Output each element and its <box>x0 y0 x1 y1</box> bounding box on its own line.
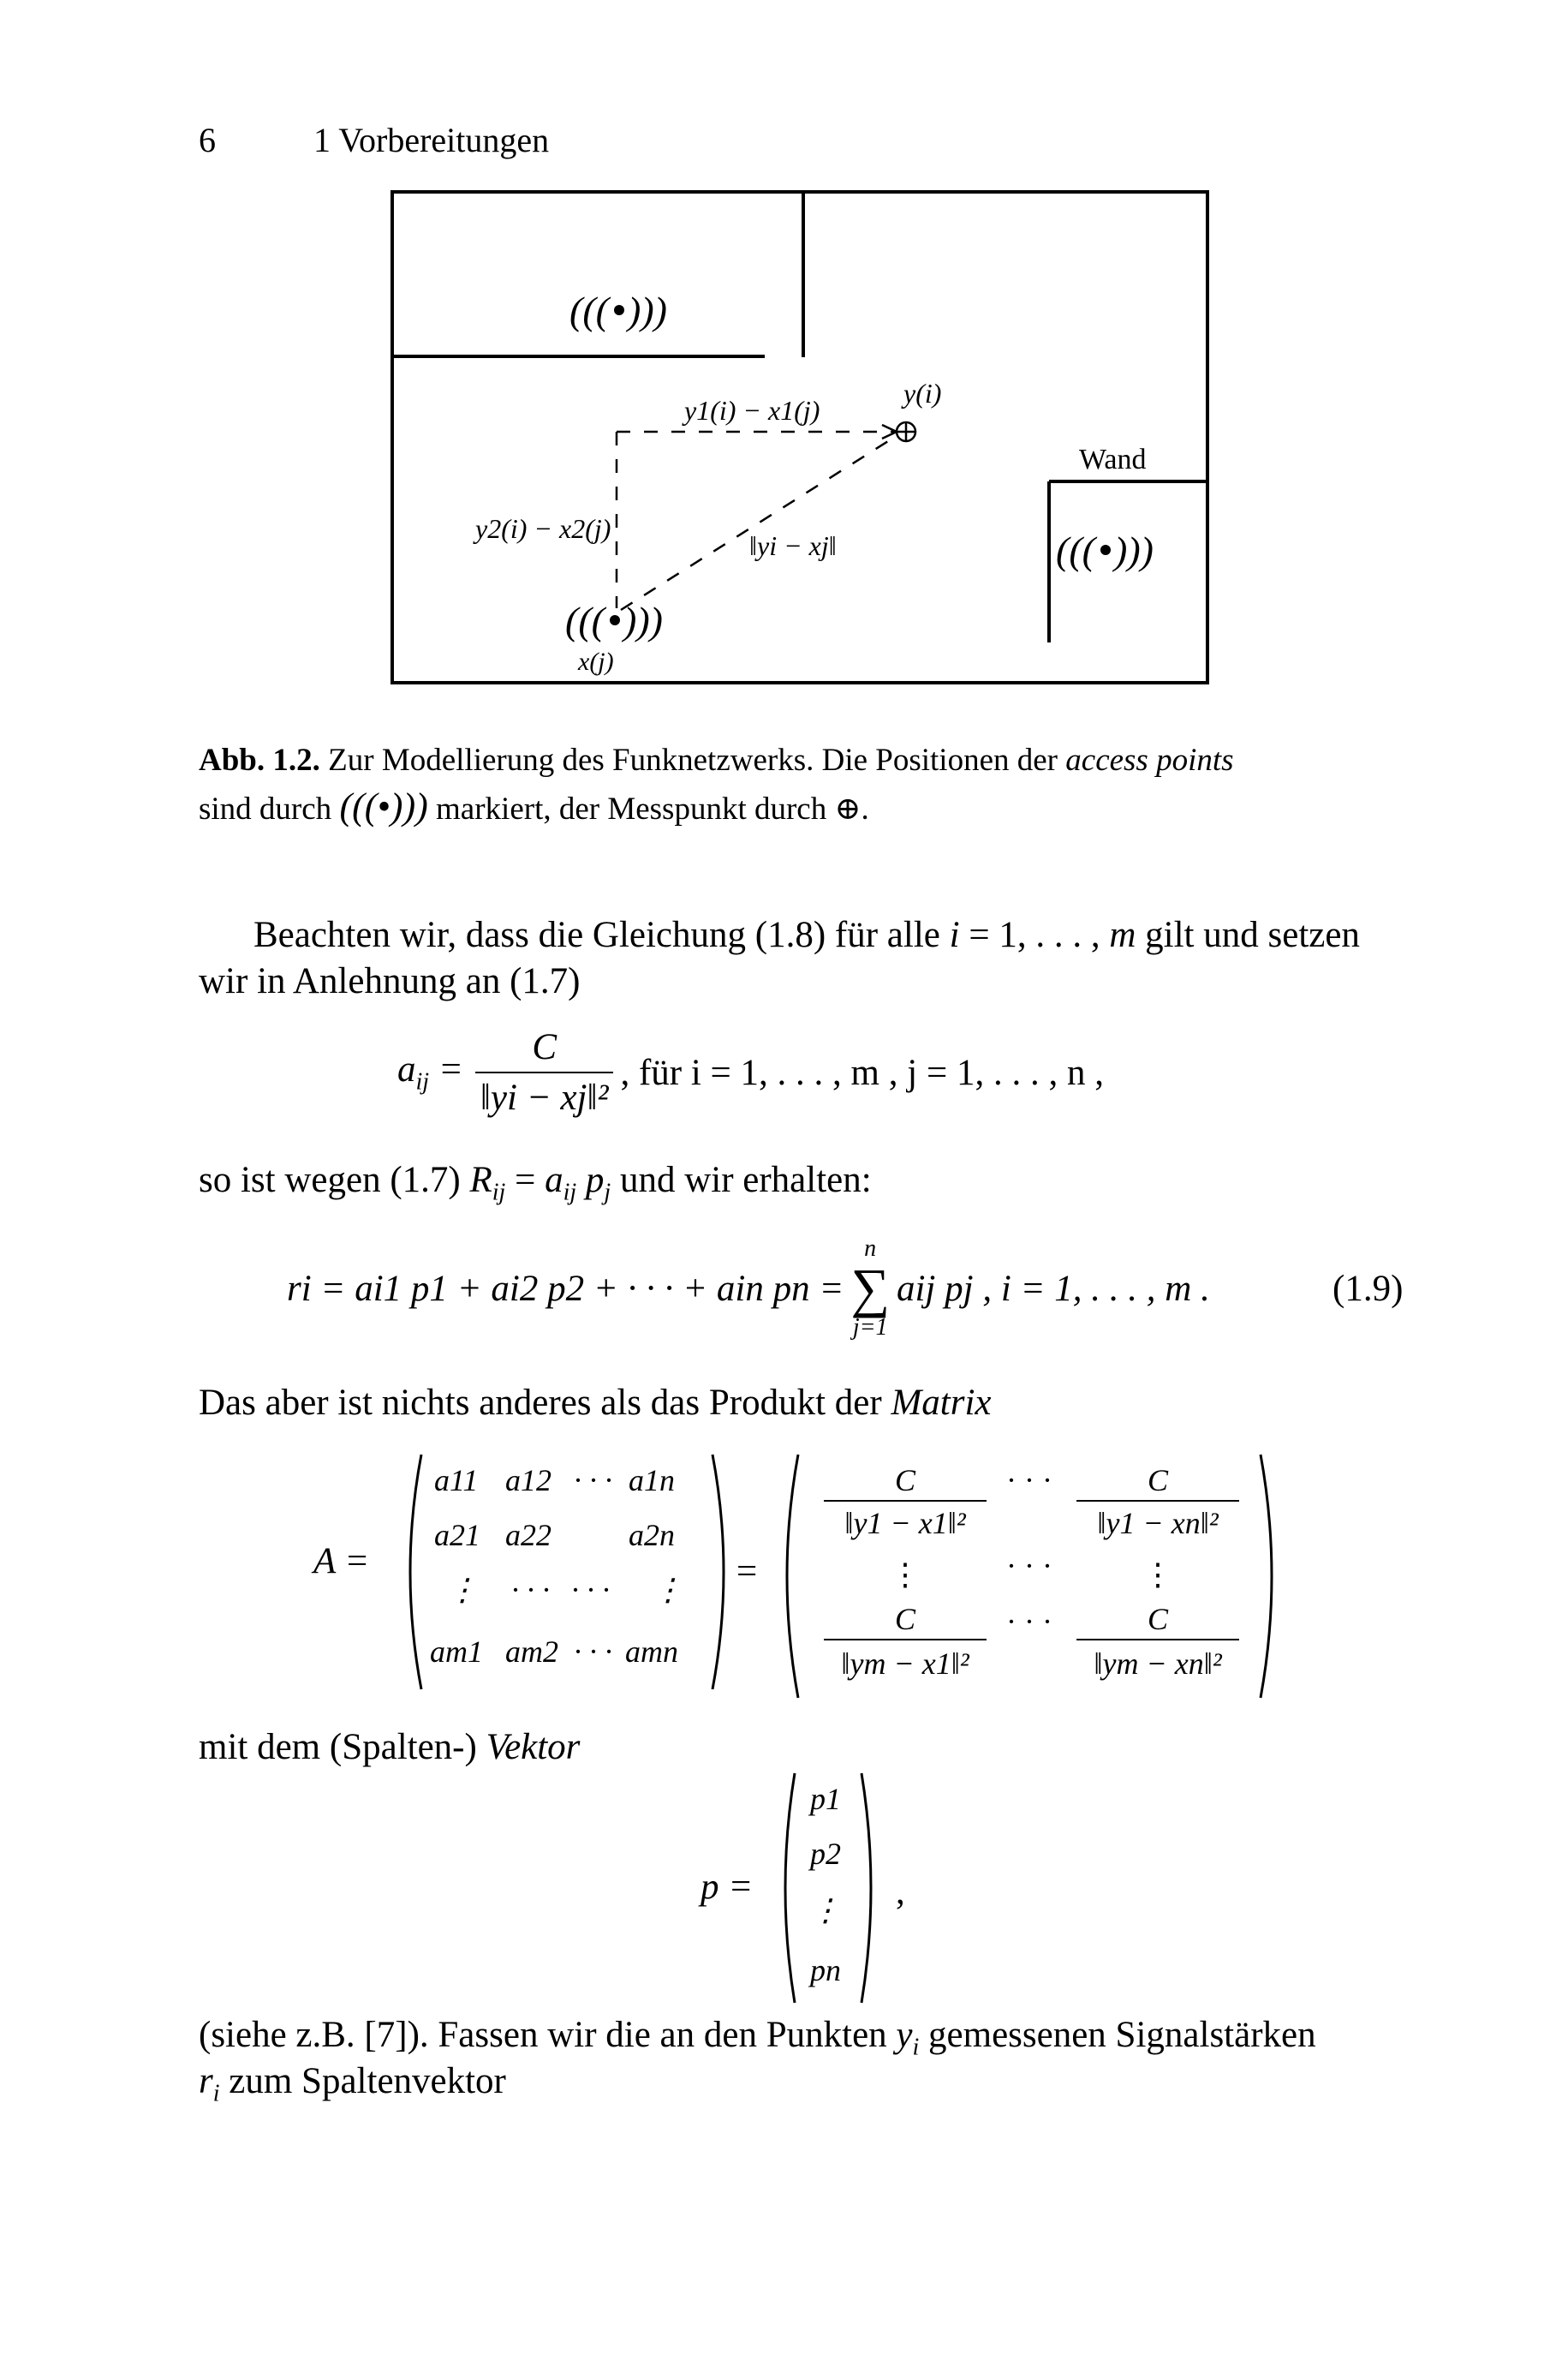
svg-text:a12: a12 <box>505 1463 551 1497</box>
equation-aij-definition: $a_{ij}$ = $\frac{C}{\text{‖yi − xj‖²}}$ , für i = 1, . . . , m , j = 1, . . . , n , <box>397 1027 1104 1118</box>
dashed-diagonal <box>621 437 895 610</box>
access-point-icon: (((•))) <box>339 786 428 828</box>
svg-text:· · ·: · · · <box>1006 1549 1052 1583</box>
figure-caption-line1: Abb. 1.2. Zur Modellierung des Funknetzwerks. Die Positionen der access points <box>199 743 1234 778</box>
svg-text:· · ·: · · · <box>1006 1463 1052 1497</box>
svg-text:⋮: ⋮ <box>447 1573 478 1607</box>
right-paren <box>1261 1455 1272 1698</box>
running-header: 1 Vorbereitungen <box>313 121 550 159</box>
svg-text:· · ·: · · · <box>574 1463 612 1497</box>
svg-text:amn: amn <box>625 1634 678 1669</box>
paragraph-line: so ist wegen (1.7) $R_{ij} = a_{ij}$ $p_j$ und wir erhalten: <box>199 1160 872 1206</box>
svg-text:· · ·: · · · <box>574 1634 612 1669</box>
left-paren <box>787 1455 798 1698</box>
label-wand: Wand <box>1079 444 1147 475</box>
svg-text:C: C <box>1147 1602 1169 1636</box>
matrix-A <box>396 1448 738 1696</box>
equation-1-9: ri = ai1 p1 + ai2 p2 + · · · + ain pn = n ∑ j=1 aij pj , i = 1, . . . , m . <box>287 1235 1210 1341</box>
caption-emphasis: access points <box>1065 743 1234 778</box>
svg-text:a22: a22 <box>505 1518 551 1552</box>
matrix-lhs: A = <box>313 1541 370 1581</box>
svg-text:(((: ((( <box>1056 529 1095 572</box>
svg-text:a2n: a2n <box>629 1518 675 1552</box>
right-paren <box>712 1455 724 1689</box>
access-point-icon <box>569 289 667 332</box>
svg-text:⋮: ⋮ <box>810 1893 841 1927</box>
label-norm: ‖yi − xj‖ <box>749 530 837 561</box>
paragraph-line: Das aber ist nichts anderes als das Produkt der Matrix <box>199 1383 992 1423</box>
left-paren <box>785 1773 795 2003</box>
sum-operator: n ∑ j=1 <box>850 1235 890 1341</box>
matrix-fractions <box>772 1448 1286 1705</box>
vector-comma: , <box>896 1872 905 1912</box>
label-y-i: y(i) <box>903 378 942 409</box>
svg-text:am1: am1 <box>430 1634 483 1669</box>
svg-text:pn: pn <box>810 1953 841 1987</box>
svg-text:· · ·: · · · <box>511 1573 550 1607</box>
svg-text:C: C <box>894 1463 916 1497</box>
svg-text:))): ))) <box>628 289 667 332</box>
figure-access-points <box>390 188 1212 694</box>
page-number: 6 <box>199 121 216 159</box>
svg-text:a1n: a1n <box>629 1463 675 1497</box>
svg-text:))): ))) <box>623 599 663 642</box>
vector-p <box>772 1768 884 2008</box>
svg-text:am2: am2 <box>505 1634 558 1669</box>
svg-text:a21: a21 <box>434 1518 480 1552</box>
figure-caption-line2: sind durch (((•))) markiert, der Messpunkt durch ⊕. <box>199 786 869 828</box>
label-y1-minus-x1: y1(i) − x1(j) <box>684 395 820 426</box>
svg-text:‖ym − xn‖²: ‖ym − xn‖² <box>1094 1646 1222 1681</box>
label-y2-minus-x2: y2(i) − x2(j) <box>475 513 611 544</box>
access-point-icon <box>565 599 663 642</box>
svg-text:· · ·: · · · <box>571 1573 610 1607</box>
svg-text:‖ym − x1‖²: ‖ym − x1‖² <box>841 1646 969 1681</box>
svg-text:p1: p1 <box>810 1782 841 1816</box>
paragraph-line: Beachten wir, dass die Gleichung (1.8) für alle i = 1, . . . , m gilt und setzen <box>253 915 1360 955</box>
paragraph-line: mit dem (Spalten-) Vektor <box>199 1727 581 1767</box>
fraction: $\frac{C}{\text{‖yi − xj‖²}}$ <box>475 1026 614 1119</box>
paragraph-line: $r_i$ zum Spaltenvektor <box>199 2061 506 2107</box>
svg-text:⋮: ⋮ <box>890 1557 921 1592</box>
svg-text:⋮: ⋮ <box>653 1573 683 1607</box>
svg-text:a11: a11 <box>434 1463 479 1497</box>
svg-text:(((: ((( <box>569 289 609 332</box>
vector-lhs: p = <box>701 1867 754 1907</box>
equals-sign: = <box>736 1551 758 1592</box>
svg-text:C: C <box>894 1602 916 1636</box>
figure-frame <box>392 192 1207 683</box>
left-paren <box>410 1455 421 1689</box>
arrow-head <box>882 425 897 439</box>
caption-label: Abb. 1.2. <box>199 743 320 778</box>
svg-text:⋮: ⋮ <box>1142 1557 1173 1592</box>
paragraph-line: (siehe z.B. [7]). Fassen wir die an den Punkten $y_i$ gemessenen Signalstärken <box>199 2015 1316 2061</box>
label-x-j: x(j) <box>578 648 614 676</box>
access-point-icon <box>1056 529 1154 572</box>
svg-text:(((: ((( <box>565 599 605 642</box>
paragraph-line: wir in Anlehnung an (1.7) <box>199 961 581 1001</box>
equation-number: (1.9) <box>1333 1269 1404 1309</box>
svg-text:‖y1 − xn‖²: ‖y1 − xn‖² <box>1097 1506 1219 1540</box>
svg-text:))): ))) <box>1114 529 1154 572</box>
measurement-point-icon <box>897 422 915 441</box>
svg-text:C: C <box>1147 1463 1169 1497</box>
right-paren <box>862 1773 871 2003</box>
svg-text:‖y1 − x1‖²: ‖y1 − x1‖² <box>844 1506 966 1540</box>
svg-text:· · ·: · · · <box>1006 1604 1052 1639</box>
svg-text:p2: p2 <box>810 1837 841 1871</box>
